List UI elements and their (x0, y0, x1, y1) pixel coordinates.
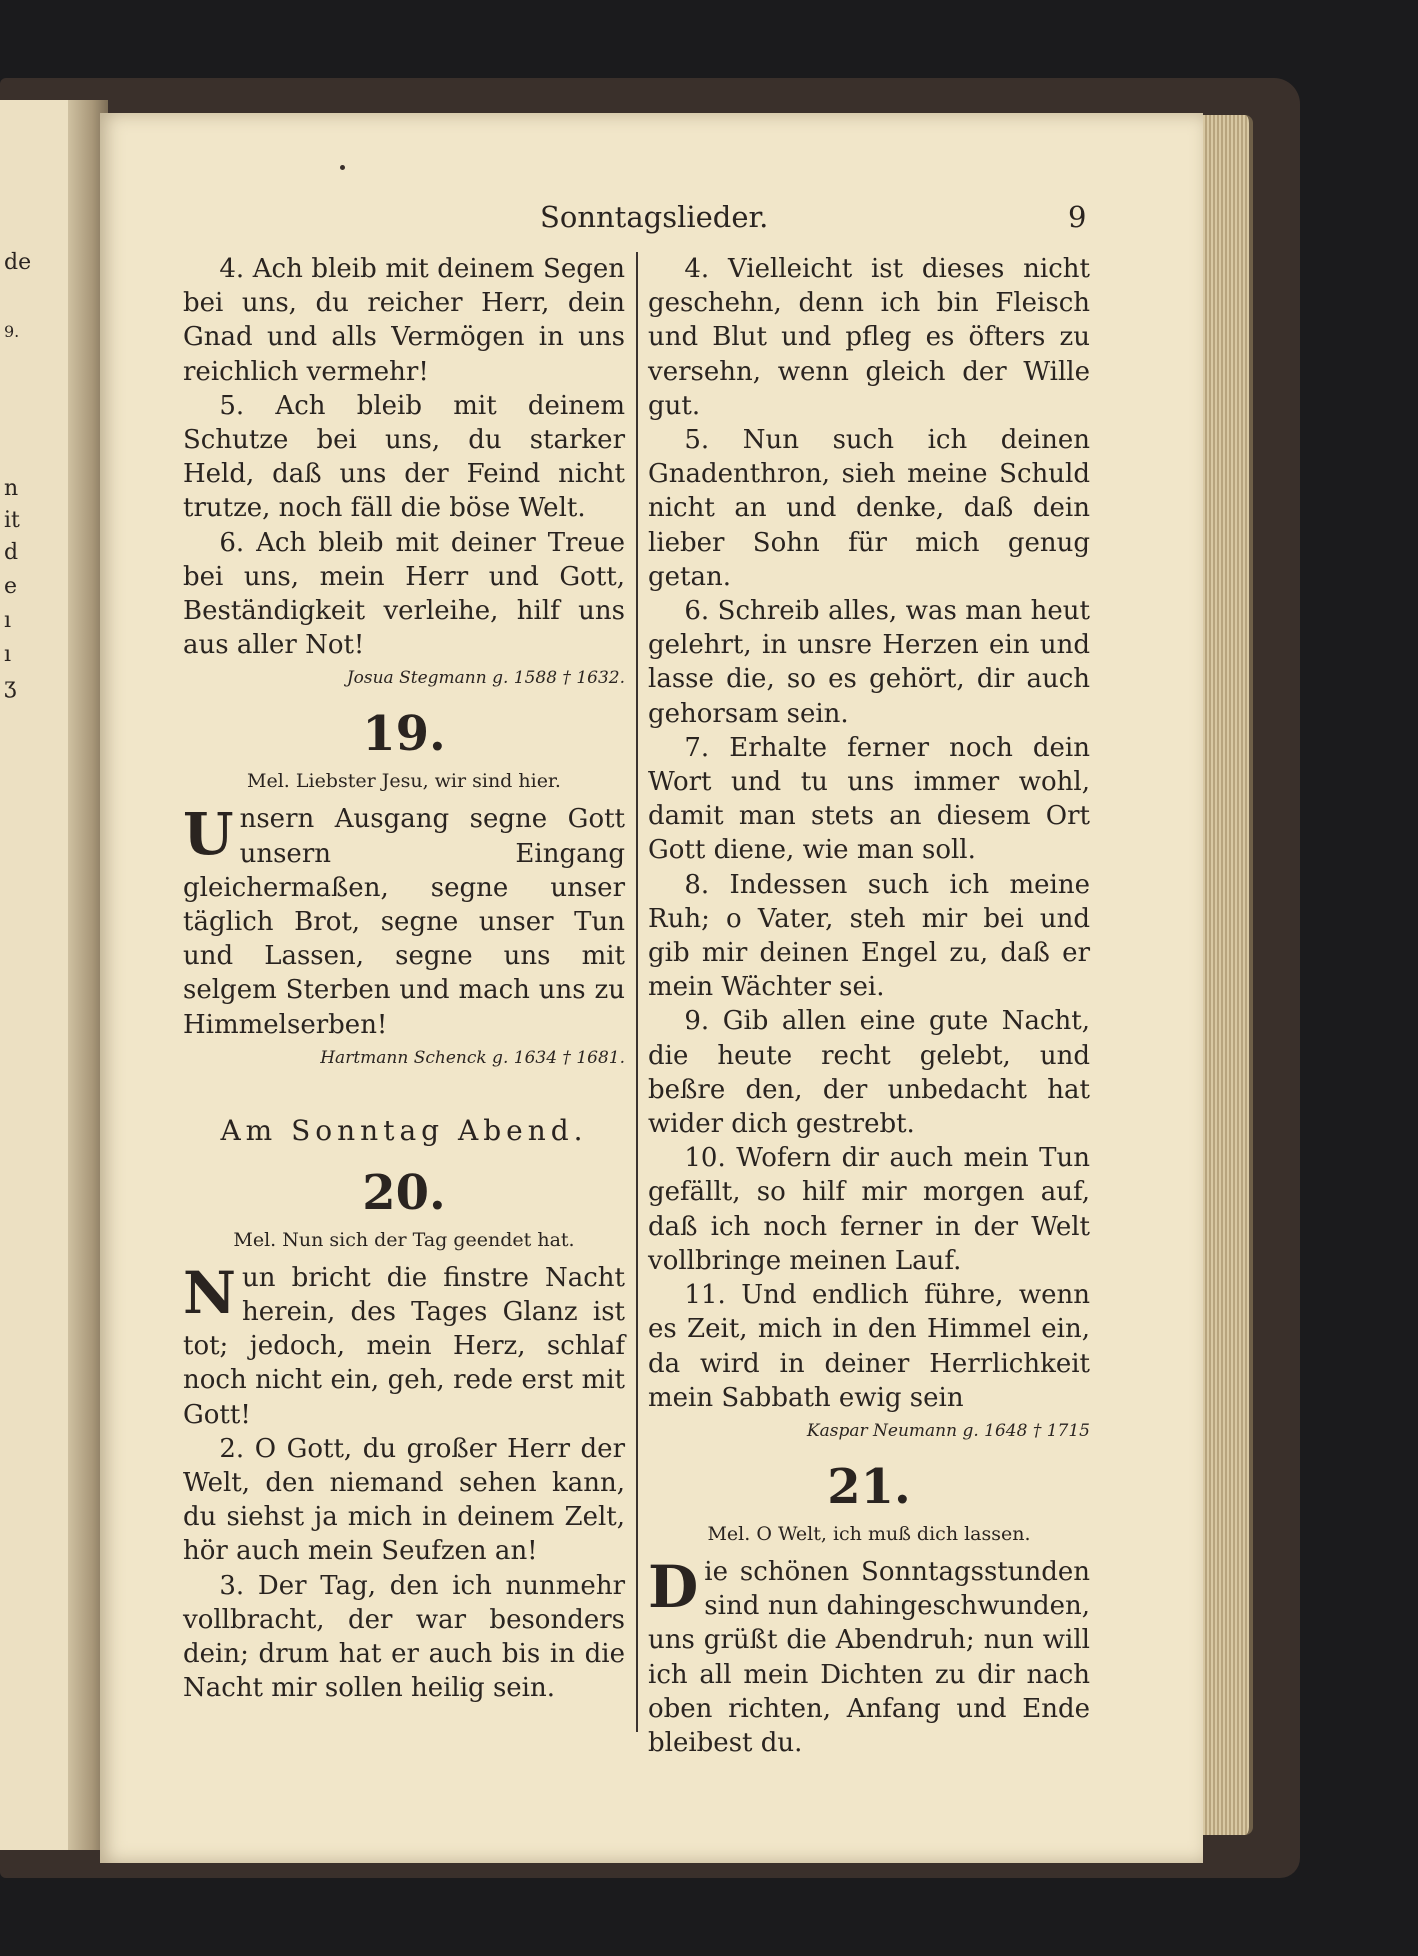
hymn-melody: Mel. Nun sich der Tag geendet hat. (233, 1228, 575, 1251)
stanza: 3. Der Tag, den ich nunmehr vollbracht, der war besonders dein; drum hat er auch bis in die Nacht mir sollen heilig sein. (183, 1570, 625, 1704)
left-page-fragment: e (4, 574, 18, 599)
left-page-fragment: it (4, 508, 20, 533)
hymn-number: 20. (362, 1164, 446, 1221)
hymn-text (648, 1552, 1090, 1760)
section-title: Am Sonntag Abend. (220, 1113, 588, 1147)
stanza: 5. Nun such ich deinen Gnadenthron, sieh meine Schuld nicht an und denke, daß dein lieber Sohn für mich genug getan. (648, 425, 1090, 592)
hymn-text (183, 1258, 625, 1432)
hymn-melody: Mel. O Welt, ich muß dich lassen. (707, 1522, 1031, 1545)
hymn-author: Hartmann Schenck g. 1634 † 1681. (320, 1047, 625, 1068)
stanza: 11. Und endlich führe, wenn es Zeit, mich in den Himmel ein, da wird in deiner Herrlichkeit mein Sabbath ewig sein (648, 1280, 1090, 1413)
right-column (648, 252, 1090, 1760)
stanza: 10. Wofern dir auch mein Tun gefällt, so hilf mir morgen auf, daß ich noch ferner in der Welt vollbringe meinen Lauf. (648, 1143, 1090, 1276)
stanza: 4. Vielleicht ist dieses nicht geschehn, denn ich bin Fleisch und Blut und pfleg es öfters zu versehn, wenn gleich der Wille gut. (648, 254, 1090, 421)
hymn-number: 19. (362, 706, 446, 763)
column-rule (636, 252, 638, 1732)
hymn-body: ie schönen Sonntagsstunden sind nun dahingeschwunden, uns grüßt die Abendruh; nun will ich all mein Dichten zu dir nach oben richten, Anfang und Ende bleibest du. (648, 1556, 1090, 1758)
stanza: 4. Ach bleib mit deinem Segen bei uns, du reicher Herr, dein Gnad und alls Vermögen in uns reichlich vermehr! (183, 254, 625, 387)
hymn-body: un bricht die finstre Nacht herein, des Tages Glanz ist tot; jedoch, mein Herz, schlaf noch nicht ein, geh, rede erst mit Gott! (183, 1262, 625, 1430)
running-header: Sonntagslieder. (540, 200, 769, 234)
left-page-fragment: n (4, 476, 19, 501)
stanza: 6. Schreib alles, was man heut gelehrt, in unsre Herzen ein und lasse die, so es gehört, dir auch gehorsam sein. (648, 596, 1090, 729)
stanza: 9. Gib allen eine gute Nacht, die heute recht gelebt, und beßre den, der unbedacht hat wider dich gestrebt. (648, 1006, 1090, 1140)
stanza: 8. Indessen such ich meine Ruh; o Vater, steh mir bei und gib mir deinen Engel zu, daß er mein Wächter sei. (648, 869, 1090, 1003)
hymn-author: Kaspar Neumann g. 1648 † 1715 (806, 1420, 1090, 1441)
stanza: 7. Erhalte ferner noch dein Wort und tu uns immer wohl, damit man stets an diesem Ort Gott diene, wie man soll. (648, 732, 1090, 866)
left-page-fragment: de (4, 250, 32, 275)
stanza: 6. Ach bleib mit deiner Treue bei uns, mein Herr und Gott, Beständigkeit verleihe, hilf uns aus aller Not! (183, 527, 625, 661)
print-speck (340, 165, 345, 170)
stanza: 2. O Gott, du großer Herr der Welt, den niemand sehen kann, du siehst ja mich in deinem Zelt, hör auch mein Seufzen an! (183, 1433, 625, 1567)
page-edges (1203, 115, 1253, 1835)
page-number: 9 (1068, 200, 1087, 234)
hymn-text (183, 802, 625, 1041)
left-page-fragment: ʒ (4, 674, 17, 699)
stanza: 5. Ach bleib mit deinem Schutze bei uns, du starker Held, daß uns der Feind nicht trutze, noch fäll die böse Welt. (183, 390, 625, 524)
left-page-fragment: ı (4, 642, 12, 667)
hymn-author: Josua Stegmann g. 1588 † 1632. (346, 668, 625, 689)
hymn-number: 21. (827, 1458, 911, 1515)
left-page-fragment: d (4, 540, 19, 565)
left-column (183, 252, 625, 1706)
drop-cap: N (183, 1258, 237, 1327)
hymn-melody: Mel. Liebster Jesu, wir sind hier. (247, 770, 561, 793)
drop-cap: D (648, 1552, 699, 1621)
hymn-body: nsern Ausgang segne Gott unsern Eingang gleichermaßen, segne unser täglich Brot, segne unser Tun und Lassen, segne uns mit selgem Sterben und mach uns zu Himmelserben! (183, 804, 625, 1040)
drop-cap: U (183, 800, 234, 869)
left-page-fragment: 9. (4, 322, 20, 341)
left-page-fragment: ı (4, 608, 12, 633)
